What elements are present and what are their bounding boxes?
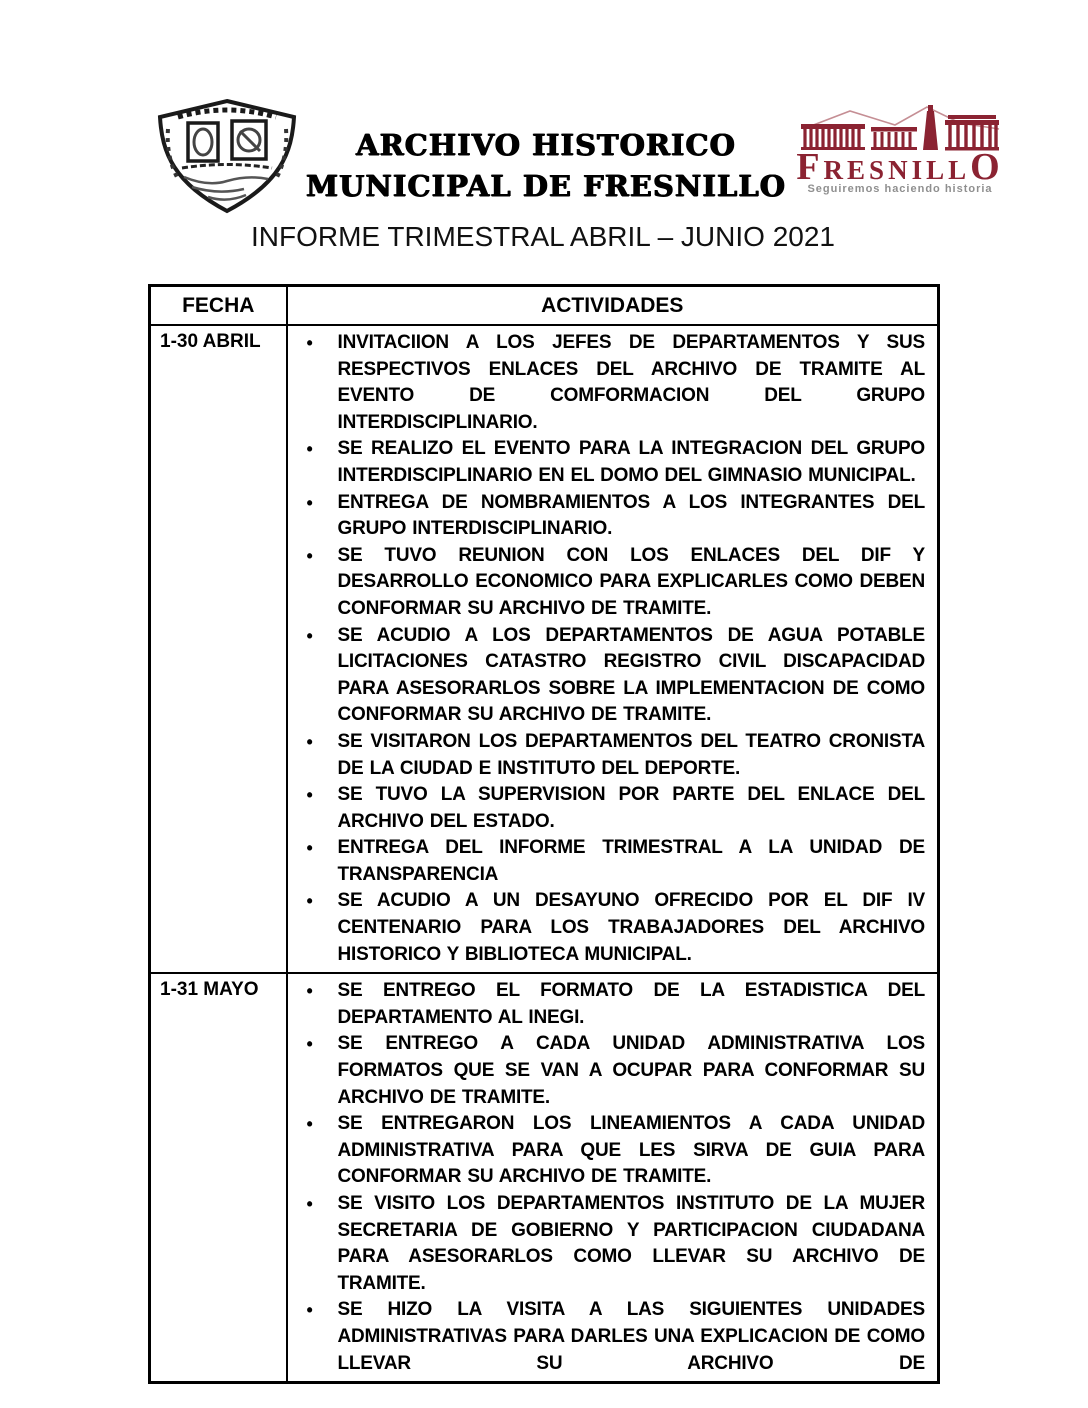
activity-item: • SE ENTREGARON LOS LINEAMIENTOS A CADA UNIDAD ADMINISTRATIVA PARA QUE LES SIRVA DE GUIA PARA CONFORMAR SU ARCHIVO DE TRAMITE. [338, 1111, 926, 1191]
table-row [150, 325, 939, 973]
activity-item: • SE ENTREGO EL FORMATO DE LA ESTADISTICA DEL DEPARTAMENTO AL INEGI. [338, 978, 926, 1031]
shield-crest-icon [148, 95, 306, 217]
activities-table [148, 284, 940, 1384]
col-header-actividades: ACTIVIDADES [287, 286, 939, 326]
activity-item: • ENTREGA DEL INFORME TRIMESTRAL A LA UNIDAD DE TRANSPARENCIA [338, 835, 926, 888]
document-content [148, 95, 1004, 1384]
fecha-cell: 1-30 ABRIL [150, 325, 287, 973]
activity-item: • SE ENTREGO A CADA UNIDAD ADMINISTRATIVA LOS FORMATOS QUE SE VAN A OCUPAR PARA CONFORMAR SU ARCHIVO DE TRAMITE. [338, 1031, 926, 1111]
actividades-cell [287, 325, 939, 973]
activity-item: • SE TUVO REUNION CON LOS ENLACES DEL DIF Y DESARROLLO ECONOMICO PARA EXPLICARLES COMO DEBEN CONFORMAR SU ARCHIVO DE TRAMITE. [338, 543, 926, 623]
municipal-crest-logo [148, 95, 306, 217]
activity-item: • ENTREGA DE NOMBRAMIENTOS A LOS INTEGRANTES DEL GRUPO INTERDISCIPLINARIO. [338, 490, 926, 543]
activity-item: • SE TUVO LA SUPERVISION POR PARTE DEL ENLACE DEL ARCHIVO DEL ESTADO. [338, 782, 926, 835]
org-title-line2: MUNICIPAL DE FRESNILLO [306, 169, 786, 203]
fecha-cell: 1-31 MAYO [150, 973, 287, 1382]
fresnillo-wordmark: FRESNILLO [796, 146, 1004, 188]
title-block [306, 95, 786, 207]
activity-item: • SE ACUDIO A LOS DEPARTAMENTOS DE AGUA POTABLE LICITACIONES CATASTRO REGISTRO CIVIL DISCAPACIDAD PARA ASESORARLOS SOBRE LA IMPLEMENTACION DE COMO CONFORMAR SU ARCHIVO DE TRAMITE. [338, 623, 926, 729]
fresnillo-tagline: Seguiremos haciendo historia [807, 183, 993, 195]
document-header [148, 95, 1004, 217]
activity-list [288, 326, 938, 972]
col-header-fecha: FECHA [150, 286, 287, 326]
activity-item: • SE VISITO LOS DEPARTAMENTOS INSTITUTO DE LA MUJER SECRETARIA DE GOBIERNO Y PARTICIPACION CIUDADANA PARA ASESORARLOS COMO LLEVAR SU ARCHIVO DE TRAMITE. [338, 1191, 926, 1297]
fresnillo-logo [786, 95, 1014, 195]
activity-item: • SE HIZO LA VISITA A LAS SIGUIENTES UNIDADES ADMINISTRATIVAS PARA DARLES UNA EXPLICACION DE COMO LLEVAR SU ARCHIVO DE [338, 1297, 926, 1377]
table-row [150, 973, 939, 1382]
report-title: INFORME TRIMESTRAL ABRIL – JUNIO 2021 [250, 221, 835, 252]
activity-list [288, 974, 938, 1381]
org-title-line1: ARCHIVO HISTORICO [356, 128, 736, 162]
table-header-row [150, 286, 939, 326]
activity-item: • SE REALIZO EL EVENTO PARA LA INTEGRACION DEL GRUPO INTERDISCIPLINARIO EN EL DOMO DEL GIMNASIO MUNICIPAL. [338, 436, 926, 489]
activity-item: • SE ACUDIO A UN DESAYUNO OFRECIDO POR EL DIF IV CENTENARIO PARA LOS TRABAJADORES DEL ARCHIVO HISTORICO Y BIBLIOTECA MUNICIPAL. [338, 888, 926, 968]
activity-item: • SE VISITARON LOS DEPARTAMENTOS DEL TEATRO CRONISTA DE LA CIUDAD E INSTITUTO DEL DEPORTE. [338, 729, 926, 782]
actividades-cell [287, 973, 939, 1382]
activity-item: • INVITACIION A LOS JEFES DE DEPARTAMENTOS Y SUS RESPECTIVOS ENLACES DEL ARCHIVO DE TRAMITE AL EVENTO DE COMFORMACION DEL GRUPO INTERDISCIPLINARIO. [338, 330, 926, 436]
